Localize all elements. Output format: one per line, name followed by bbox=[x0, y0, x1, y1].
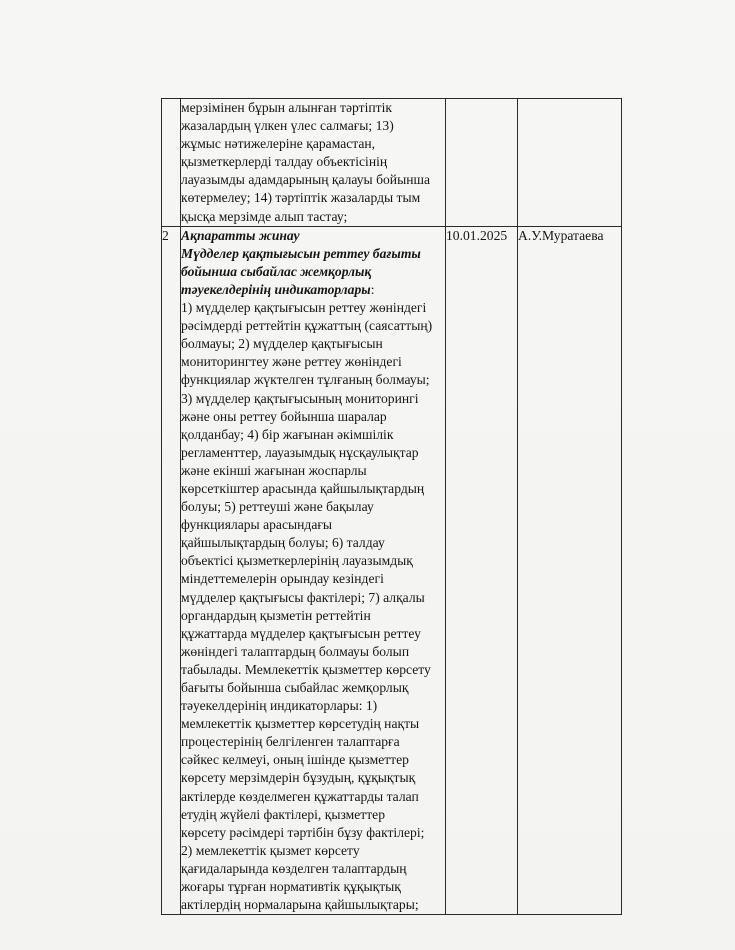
text-line: процестерінің белгіленген талаптарға bbox=[181, 734, 400, 750]
text-line: бағыты бойынша сыбайлас жемқорлық bbox=[181, 680, 409, 695]
text-line: 2) мемлекеттік қызмет көрсету bbox=[181, 842, 360, 858]
text-line: жөніндегі талаптардың болмауы болып bbox=[181, 643, 410, 659]
deadline-cell: 10.01.2025 bbox=[446, 226, 518, 915]
text-line: көтермелеу; 14) тәртіптік жазаларды тым bbox=[181, 190, 421, 206]
text-line: қысқа мерзімде алып тастау; bbox=[181, 208, 348, 224]
deadline-cell bbox=[446, 99, 518, 227]
text-line: жоғары тұрған нормативтік құқықтық bbox=[181, 879, 401, 895]
text-line: қағидаларында көзделген талаптардың bbox=[181, 860, 407, 876]
text-line: болмауы; 2) мүдделер қақтығысын bbox=[181, 336, 383, 352]
text-line: қайшылықтардың болуы; 6) талдау bbox=[181, 535, 385, 551]
subheading-line: бойынша сыбайлас жемқорлық bbox=[181, 263, 372, 279]
text-line: табылады. Мемлекеттік қызметтер көрсету bbox=[181, 661, 431, 677]
text-line: 1) мүдделер қақтығысын реттеу жөніндегі bbox=[181, 300, 427, 316]
text-line: қызметкерлерді талдау объектісінің bbox=[181, 154, 388, 170]
subheading-colon: : bbox=[370, 281, 375, 297]
text-line: мониторингтеу және реттеу жөніндегі bbox=[181, 354, 402, 370]
text-line: объектісі қызметкерлерінің лауазымдық bbox=[181, 553, 413, 569]
table-row bbox=[162, 226, 622, 915]
text-line: жұмыс нәтижелеріне қарамастан, bbox=[181, 136, 376, 152]
subheading-line: Мүдделер қақтығысын реттеу бағыты bbox=[181, 245, 421, 261]
text-line: және екінші жағынан жоспарлы bbox=[181, 462, 367, 478]
text-line: мемлекеттік қызметтер көрсетудің нақты bbox=[181, 716, 420, 732]
text-line: құжаттарда мүдделер қақтығысын реттеу bbox=[181, 625, 421, 641]
text-line: лауазымды адамдарының қалауы бойынша bbox=[181, 172, 430, 188]
text-line: көрсету мерзімдерін бұзудың, құқықтық bbox=[181, 770, 416, 786]
text-line: міндеттемелерін орындау кезіндегі bbox=[181, 571, 384, 587]
responsible-cell bbox=[518, 99, 622, 227]
subheading-line-wrap bbox=[181, 281, 445, 299]
text-line: 3) мүдделер қақтығысының мониторингі bbox=[181, 390, 419, 406]
row-number bbox=[162, 99, 181, 227]
row-number: 2 bbox=[162, 226, 181, 915]
text-line: көрсету рәсімдері тәртібін бұзу фактілері; bbox=[181, 824, 425, 840]
measure-cell bbox=[181, 99, 446, 227]
text-line: қолданбау; 4) бір жағынан әкімшілік bbox=[181, 426, 394, 442]
table-row bbox=[162, 99, 622, 227]
responsible-cell: А.У.Муратаева bbox=[518, 226, 622, 915]
text-line: органдардың қызметін реттейтін bbox=[181, 607, 371, 623]
measure-cell bbox=[181, 226, 446, 915]
text-line: актілердің нормаларына қайшылықтары; bbox=[181, 897, 419, 913]
text-line: мерзімінен бұрын алынған тәртіптік bbox=[181, 100, 392, 115]
text-line: актілерде көзделмеген құжаттарды талап bbox=[181, 788, 419, 804]
subheading-line: тәуекелдерінің индикаторлары bbox=[181, 281, 371, 297]
text-line: функциялары арасындағы bbox=[181, 517, 333, 533]
text-line: мүдделер қақтығысы фактілері; 7) алқалы bbox=[181, 589, 425, 605]
text-line: және оны реттеу бойынша шаралар bbox=[181, 408, 387, 424]
text-line: сәйкес келмеуі, оның ішінде қызметтер bbox=[181, 752, 409, 768]
text-line: регламенттер, лауазымдық нұсқаулықтар bbox=[181, 444, 419, 460]
text-line: болуы; 5) реттеуші және бақылау bbox=[181, 499, 374, 515]
text-line: функциялар жүктелген тұлғаның болмауы; bbox=[181, 372, 430, 388]
text-line: көрсеткіштер арасында қайшылықтардың bbox=[181, 480, 425, 496]
plan-table bbox=[161, 98, 622, 915]
text-line: рәсімдерді реттейтін құжаттың (саясаттың) bbox=[181, 318, 433, 334]
text-line: етудің жүйелі фактілері, қызметтер bbox=[181, 806, 385, 822]
section-heading: Ақпаратты жинау bbox=[181, 227, 300, 243]
text-line: тәуекелдерінің индикаторлары: 1) bbox=[181, 698, 378, 714]
text-line: жазалардың үлкен үлес салмағы; 13) bbox=[181, 118, 394, 134]
